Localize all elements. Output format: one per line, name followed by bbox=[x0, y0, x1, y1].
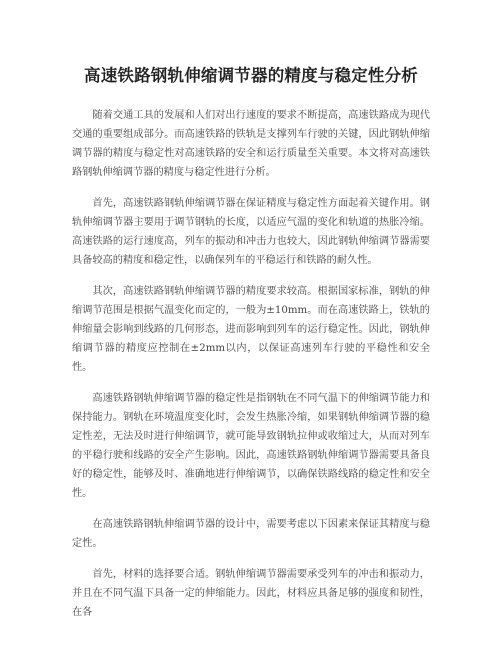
paragraph-role: 首先，高速铁路钢轨伸缩调节器在保证精度与稳定性方面起着关键作用。钢轨伸缩调节器主要用于调节钢轨的长度，以适应气温的变化和轨道的热胀冷缩。高速铁路的运行速度高，列车的振动和冲击力也较大，因此钢轨伸缩调节器需要具备较高的精度和稳定性，以确保列车的平稳运行和铁路的耐久性。 bbox=[72, 198, 430, 266]
document-body bbox=[72, 106, 430, 622]
paragraph-design-factors: 在高速铁路钢轨伸缩调节器的设计中，需要考虑以下因素来保证其精度与稳定性。 bbox=[72, 519, 430, 549]
document-title: 高速铁路钢轨伸缩调节器的精度与稳定性分析 bbox=[84, 66, 418, 85]
paragraph-intro: 随着交通工具的发展和人们对出行速度的要求不断提高，高速铁路成为现代交通的重要组成部分。而高速铁路的铁轨是支撑列车行驶的关键，因此钢轨伸缩调节器的精度与稳定性对高速铁路的安全和运行质量至关重要。本文将对高速铁路钢轨伸缩调节器的精度与稳定性进行分析。 bbox=[72, 110, 430, 178]
paragraph-precision: 其次，高速铁路钢轨伸缩调节器的精度要求较高。根据国家标准，钢轨的伸缩调节范围是根据气温变化而定的，一般为±10mm。而在高速铁路上，铁轨的伸缩量会影响到线路的几何形态，进而影响到列车的运行稳定性。因此，钢轨伸缩调节器的精度应控制在±2mm以内，以保证高速列车行驶的平稳性和安全性。 bbox=[72, 286, 430, 373]
paragraph-stability: 高速铁路钢轨伸缩调节器的稳定性是指钢轨在不同气温下的伸缩调节能力和保持能力。钢轨在环境温度变化时，会发生热胀冷缩，如果钢轨伸缩调节器的稳定性差，无法及时进行伸缩调节，就可能导致钢轨拉伸或收缩过大，从而对列车的平稳行驶和线路的安全产生影响。因此，高速铁路钢轨伸缩调节器需要具备良好的稳定性，能够及时、准确地进行伸缩调节，以确保铁路线路的稳定性和安全性。 bbox=[72, 393, 430, 499]
paragraph-materials: 首先，材料的选择要合适。钢轨伸缩调节器需要承受列车的冲击和振动力，并且在不同气温下具备一定的伸缩能力。因此，材料应具备足够的强度和韧性，在各 bbox=[72, 569, 430, 618]
